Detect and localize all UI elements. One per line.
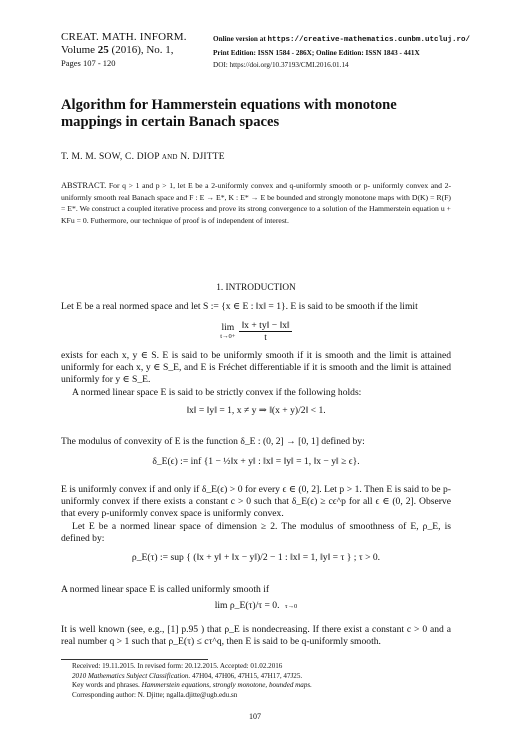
body-paragraph-4: The modulus of convexity of E is the function δ_E : (0, 2] → [0, 1] defined by: — [61, 436, 365, 447]
footnote-msc: 2010 Mathematics Subject Classification. 47H04, 47H06, 47H15, 47H17, 47J25. — [72, 671, 303, 680]
equation-limit-lim: lim — [221, 321, 235, 333]
journal-volume: Volume 25 (2016), No. 1, — [61, 44, 174, 56]
footnote-divider — [61, 659, 208, 660]
footnote-corresponding-author: Corresponding author: N. Djitte; ngalla.djitte@ugb.edu.sn — [72, 690, 238, 699]
paper-title: Algorithm for Hammerstein equations with monotone mappings in certain Banach spaces — [61, 97, 397, 130]
section-heading: 1. INTRODUCTION — [216, 283, 296, 293]
equation-modulus-convexity: δ_E(ϵ) := inf {1 − ½‖x + y‖ : ‖x‖ = ‖y‖ = 1, ‖x − y‖ ≥ ϵ}. — [152, 456, 360, 467]
body-paragraph-8: It is well known (see, e.g., [1] p.95 ) that ρ_E is nondecreasing. If there exist a constant c > 0 and a real number q > 1 such that ρ_E(τ) ≤ cτ^q, then E is said to be q-uniformly smooth. — [61, 624, 451, 648]
journal-url-link[interactable]: https://creative-mathematics.cunbm.utcluj.ro/ — [267, 36, 471, 44]
body-paragraph-7: A normed linear space E is called uniformly smooth if — [61, 584, 270, 595]
issn-line: Print Edition: ISSN 1584 - 286X; Online Edition: ISSN 1843 - 441X — [213, 48, 420, 57]
equation-limit — [61, 320, 451, 343]
abstract — [61, 180, 451, 226]
footnote-received: Received: 19.11.2015. In revised form: 20.12.2015. Accepted: 01.02.2016 — [72, 662, 283, 670]
journal-pages: Pages 107 - 120 — [61, 58, 116, 68]
equation-uniformly-smooth — [61, 600, 451, 611]
abstract-text: For q > 1 and p > 1, let E be a 2-uniformly convex and q-uniformly smooth or p- uniformly convex and 2-uniformly smooth real Banach space and F : E → E*, K : E* → E be bounded and strongly monotone maps with D(K) = R(F) = E*. We construct a coupled iterative process and prove its strong convergence to a solution of the Hammerstein equation u + KFu = 0. Futhermore, our technique of proof is of independent of interest. — [61, 181, 452, 225]
body-paragraph-6: Let E be a normed linear space of dimension ≥ 2. The modulus of smoothness of E, ρ_E, is defined by: — [61, 521, 451, 545]
journal-header-left — [61, 31, 211, 70]
abstract-label: ABSTRACT. — [61, 181, 107, 190]
journal-name: CREAT. MATH. INFORM. — [61, 31, 187, 43]
body-paragraph-3: A normed linear space E is said to be strictly convex if the following holds: — [72, 387, 362, 398]
body-paragraph-5: E is uniformly convex if and only if δ_E(ϵ) > 0 for every ϵ ∈ (0, 2]. Let p > 1. Then E is said to be p-uniformly convex if there exists a constant c > 0 such that δ_E(ϵ) ≥ cϵ^p for all ϵ ∈ (0, 2]. Observe that every p-uniformly convex space is uniformly convex. — [61, 484, 451, 520]
equation-limit-numerator: ‖x + ty‖ − ‖x‖ — [241, 320, 290, 331]
equation-uniformly-smooth-main: lim ρ_E(τ)/τ = 0. — [214, 600, 280, 611]
paper-authors: T. M. M. SOW, C. DIOP and N. DJITTE — [61, 152, 225, 162]
online-version: Online version at https://creative-mathematics.cunbm.utcluj.ro/ — [213, 35, 471, 44]
equation-modulus-smoothness: ρ_E(τ) := sup { (‖x + y‖ + ‖x − y‖)/2 − 1 : ‖x‖ = 1, ‖y‖ = τ } ; τ > 0. — [131, 552, 381, 563]
equation-limit-sub: t→0+ — [220, 332, 236, 340]
footnote-keywords: Key words and phrases. Hammerstein equations, strongly monotone, bounded maps. — [72, 681, 312, 690]
equation-limit-denominator: t — [264, 332, 267, 343]
equation-strict-convex: ‖x‖ = ‖y‖ = 1, x ≠ y ⇒ ‖(x + y)/2‖ < 1. — [186, 405, 326, 416]
footnotes — [72, 662, 462, 700]
doi-line[interactable]: DOI: https://doi.org/10.37193/CMI.2016.01.14 — [213, 61, 349, 70]
journal-header-right — [213, 33, 503, 72]
body-paragraph-1: Let E be a real normed space and let S := {x ∈ E : ‖x‖ = 1}. E is said to be smooth if the limit — [61, 301, 418, 312]
body-paragraph-2: exists for each x, y ∈ S. E is said to be uniformly smooth if it is smooth and the limit is attained uniformly for each x, y ∈ S_E, and E is Fréchet differentiable if it is smooth and the limit is attained uniformly for y ∈ S_E. — [61, 350, 451, 386]
page-number: 107 — [249, 712, 261, 721]
equation-uniformly-smooth-sub: τ→0 — [284, 603, 298, 610]
